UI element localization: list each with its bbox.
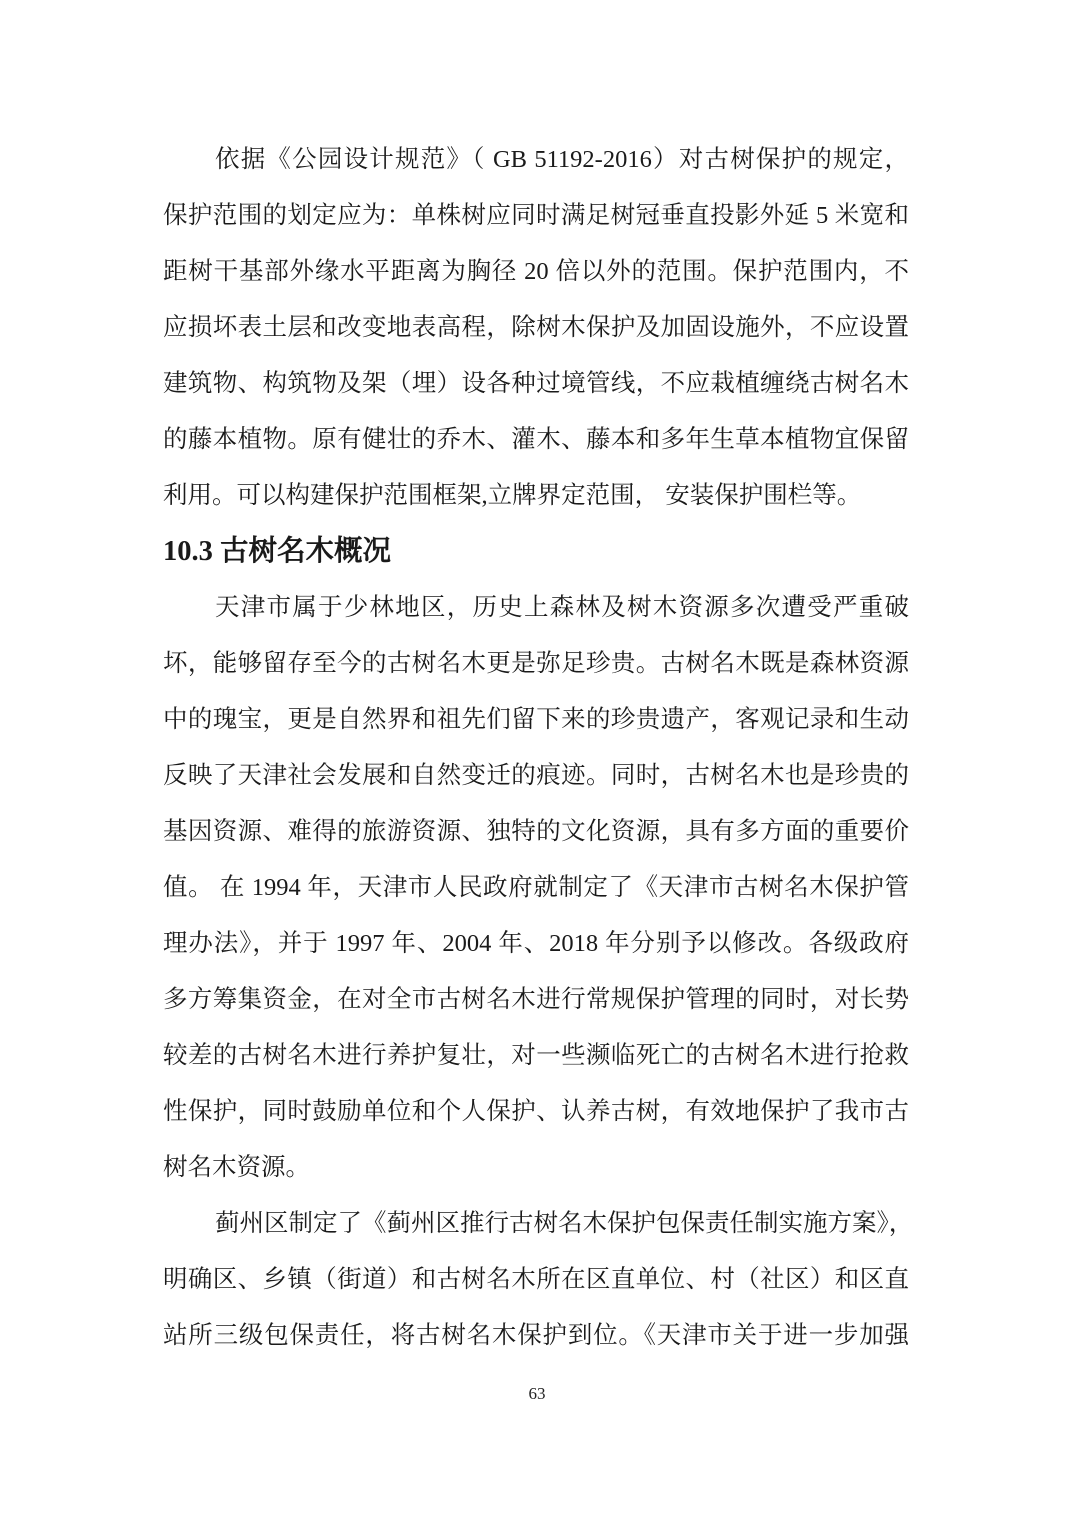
text-line: 保护范围的划定应为：单株树应同时满足树冠垂直投影外延 5 米宽和: [163, 202, 909, 229]
text-line: 利用。可以构建保护范围框架,立牌界定范围， 安装保护围栏等。: [163, 482, 862, 509]
text-line: 依据《公园设计规范》（ GB 51192-2016）对古树保护的规定，: [215, 146, 909, 173]
text-line: 多方筹集资金，在对全市古树名木进行常规保护管理的同时，对长势: [163, 986, 909, 1013]
text-line: 较差的古树名木进行养护复壮，对一些濒临死亡的古树名木进行抢救: [163, 1042, 909, 1069]
text-line: 树名木资源。: [163, 1154, 310, 1181]
text-line: 性保护，同时鼓励单位和个人保护、认养古树，有效地保护了我市古: [163, 1098, 909, 1125]
text-line: 的藤本植物。原有健壮的乔木、灌木、藤本和多年生草本植物宜保留: [163, 426, 909, 453]
text-line: 中的瑰宝，更是自然界和祖先们留下来的珍贵遗产，客观记录和生动: [163, 706, 909, 733]
page-number: 63: [528, 1384, 546, 1403]
section-heading: 10.3 古树名木概况: [163, 536, 392, 567]
text-line: 蓟州区制定了《蓟州区推行古树名木保护包保责任制实施方案》，: [215, 1210, 914, 1237]
text-line: 距树干基部外缘水平距离为胸径 20 倍以外的范围。保护范围内，不: [163, 258, 909, 285]
page-body: [163, 132, 914, 1364]
text-line: 理办法》，并于 1997 年、2004 年、2018 年分别予以修改。各级政府: [163, 930, 909, 957]
text-line: 站所三级包保责任，将古树名木保护到位。《天津市关于进一步加强: [163, 1322, 909, 1349]
text-line: 明确区、乡镇（街道）和古树名木所在区直单位、村（社区）和区直: [163, 1266, 909, 1293]
text-line: 建筑物、构筑物及架（埋）设各种过境管线，不应栽植缠绕古树名木: [163, 370, 909, 397]
text-line: 应损坏表土层和改变地表高程，除树木保护及加固设施外，不应设置: [163, 314, 909, 341]
text-line: 天津市属于少林地区，历史上森林及树木资源多次遭受严重破: [215, 594, 909, 621]
text-line: 值。 在 1994 年，天津市人民政府就制定了《天津市古树名木保护管: [163, 874, 909, 901]
text-line: 基因资源、难得的旅游资源、独特的文化资源，具有多方面的重要价: [163, 818, 909, 845]
text-line: 反映了天津社会发展和自然变迁的痕迹。同时，古树名木也是珍贵的: [163, 762, 909, 789]
text-line: 坏，能够留存至今的古树名木更是弥足珍贵。古树名木既是森林资源: [163, 650, 909, 677]
